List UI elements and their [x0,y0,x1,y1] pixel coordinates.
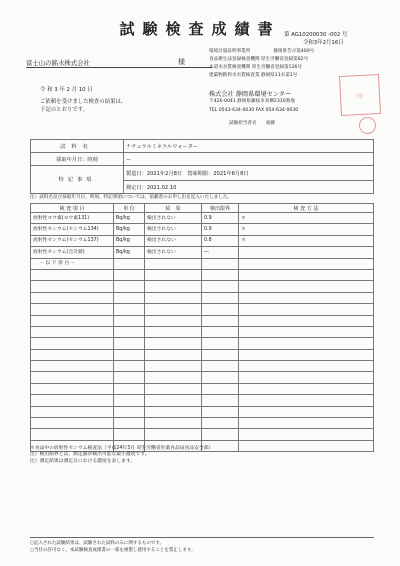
table-row [31,418,374,429]
table-row [31,349,374,360]
results-table [30,203,374,452]
table-row [31,258,374,269]
footer-divider [30,537,374,538]
table-row [31,281,374,292]
remarks-line-1: 製造日：2021年2月8日 賞味期限：2021年8月8日 [124,166,374,181]
pre-table-note: 注）試料名及び採取年月日、時刻、特記事項については、依頼者のお申し出を記入いたしました。 [30,195,233,200]
sample-label: 試料名 [31,140,124,153]
table-row [31,292,374,303]
table-row [31,315,374,326]
personal-seal [359,117,376,134]
intro-line-2: 下記のとおりです。 [40,107,89,113]
issue-date: 令和3年2月16日 [303,40,344,46]
table-row: 放射性セシウム(セシウム137) Bq/kg 検出されない 0.8 ＊ [31,235,374,246]
table-row [31,429,374,440]
footnotes: ＊食品中の放射性セシウム検査法（平成24年3月 厚生労働省医薬食品局食品安全部） 注）検出限界とは、測定器が検出可能な最小濃度です。 注）測定結果は測定日における濃度を表します。 [30,446,214,464]
request-date: 令 和 3 年 2 月 10 日 [40,87,93,93]
table-row [31,338,374,349]
table-row: 放射性ヨウ素(ヨウ素131) Bq/kg 検出されない 0.9 ＊ [31,213,374,224]
table-row: 放射性セシウム(セシウム134) Bq/kg 検出されない 0.9 ＊ [31,224,374,235]
table-row [31,304,374,315]
table-row [31,372,374,383]
reg-line-1: 環境計量証明事業所 静岡県告示第400号 [209,49,315,54]
sample-value: ナチュラルミネラルウォーター [124,140,374,153]
remarks-line-2: 測定日：2021.02.10 [124,181,374,194]
sampled-at-value: ー [124,153,374,166]
addressee: 富士山の銘水株式会社 [26,59,90,67]
table-row [31,326,374,337]
analyst: 試験担当者名 東藤 [229,121,275,126]
reg-line-3: 水道水水質検査機関 厚生労働省登録第126号 [209,65,302,70]
intro-line-1: ご依頼を受けました検査の結果は、 [40,99,127,105]
addressee-underline [26,67,212,68]
col-limit: 検出限界 [202,204,239,213]
issuer-address: 〒426-0041 静岡県藤枝市高柳2310番地 [209,99,295,104]
table-row [31,395,374,406]
table-row [31,406,374,417]
col-method: 検 査 方 法 [239,204,374,213]
col-unit: 単 位 [114,204,145,213]
table-row [31,361,374,372]
col-item: 検 査 項 目 [31,204,114,213]
sampled-at-label: 採取年月日：時刻 [31,153,124,166]
remarks-label: 特記事項 [31,166,124,194]
addressee-suffix: 様 [178,58,185,66]
certificate-number: 第 AG10200030 -002 号 [284,32,348,38]
table-row [31,269,374,280]
sample-info-table [30,139,374,194]
footer-notes: ○記入された試験結果は、試験された試料のみに関するものです。 ○当社の許可なく、本試験検査成績書の一部を複製し使用することを禁止します。 [30,541,196,553]
table-row [31,383,374,394]
reg-line-4: 建築物飲料水水質検査業 静岡県11水第1号 [209,73,298,78]
issuer-name: 株式会社 静岡県環境センター [209,91,292,98]
table-row: 放射性セシウム(合計値) Bq/kg 検出されない ― [31,247,374,258]
col-result: 結 果 [145,204,202,213]
issuer-contact: TEL 0543-634-0030 FAX 054-634-0030 [209,108,299,113]
document-title: 試験検査成績書 [119,20,281,38]
company-stamp: 印 [339,74,381,116]
blank-marker: － 以 下 余 白 － [31,258,114,269]
reg-line-2: 食品衛生法登録検査機関 厚生労働省登録第82号 [209,57,309,62]
